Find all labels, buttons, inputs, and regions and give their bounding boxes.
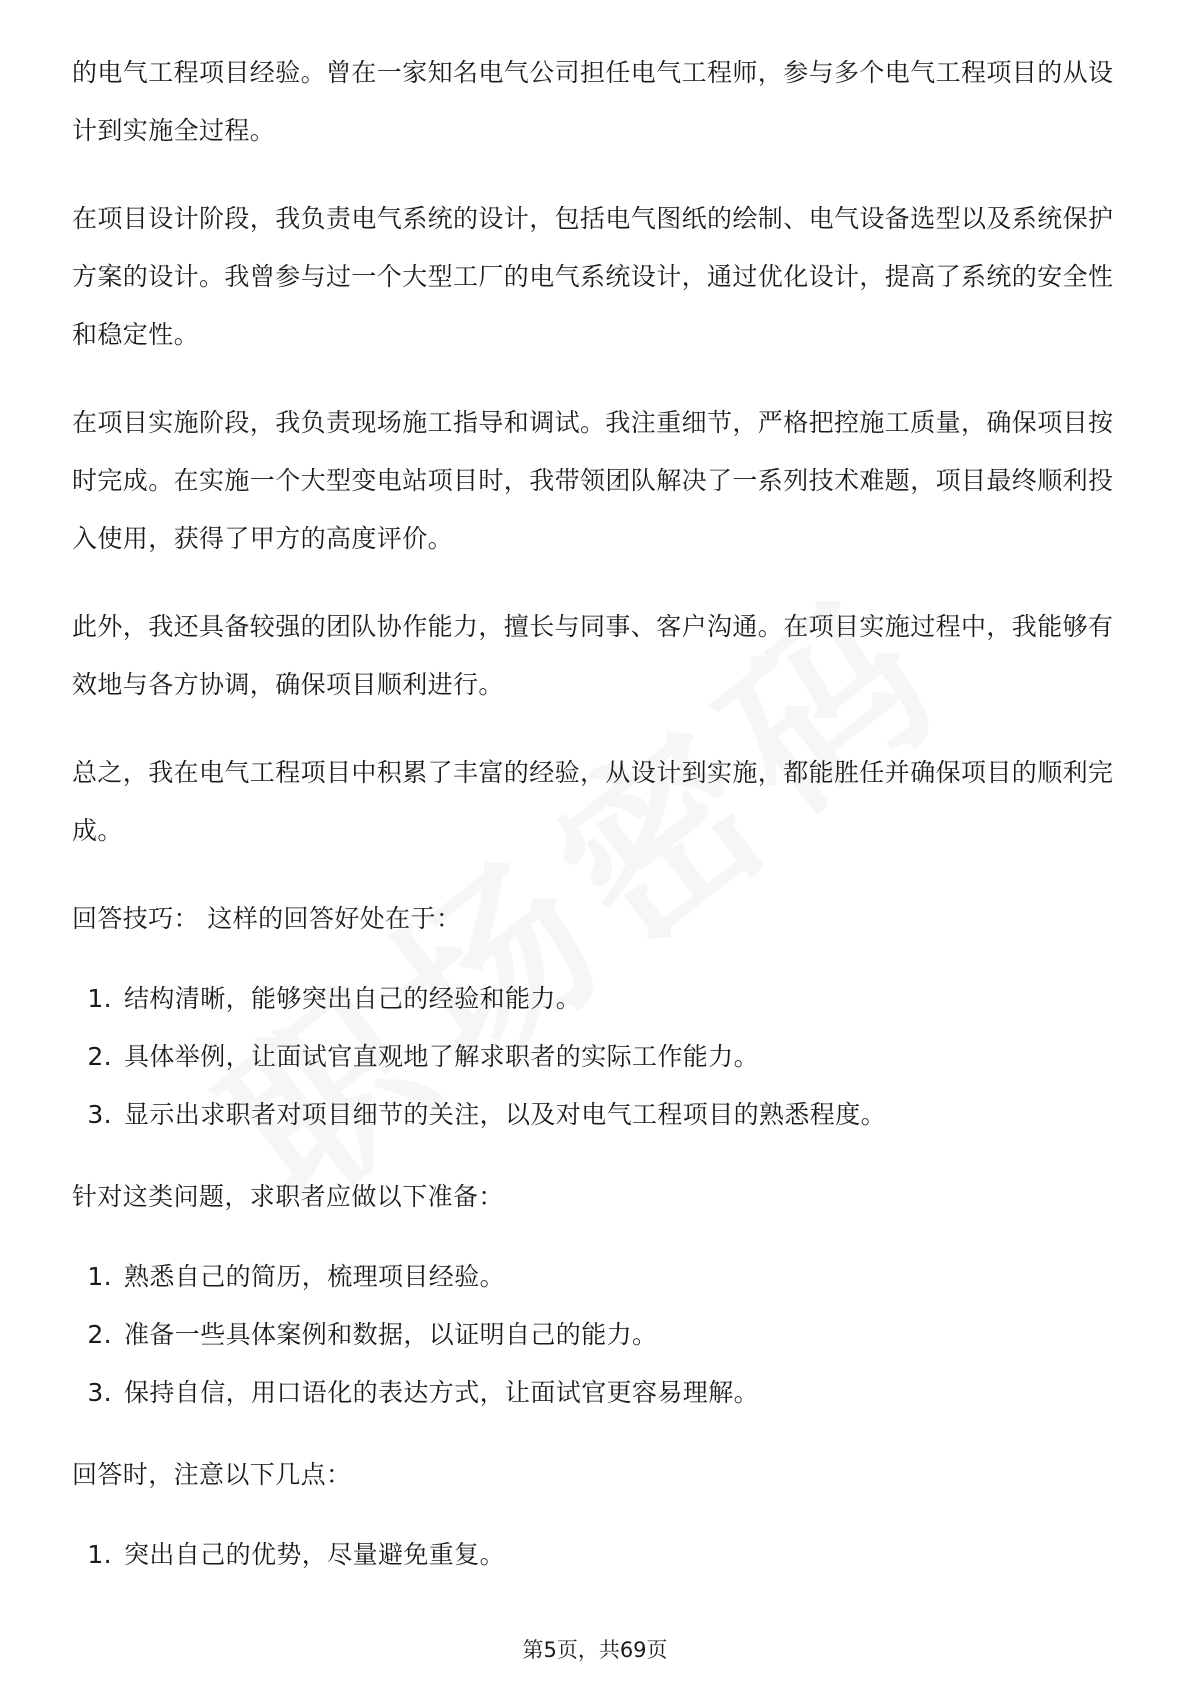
page-number-footer: 第5页，共69页 xyxy=(522,1638,668,1662)
prep-list xyxy=(72,1248,1122,1422)
list-item-number: 3. xyxy=(87,1378,112,1407)
list-item xyxy=(72,1248,1122,1306)
list-item-number: 2. xyxy=(87,1042,112,1071)
list-item xyxy=(72,1086,1122,1144)
paragraph-teamwork: 此外，我还具备较强的团队协作能力，擅长与同事、客户沟通。在项目实施过程中，我能够有效地与各方协调，确保项目顺利进行。 xyxy=(72,612,1114,699)
list-item-text: 保持自信，用口语化的表达方式，让面试官更容易理解。 xyxy=(124,1378,760,1407)
page-content xyxy=(72,44,1122,1608)
list-item xyxy=(72,1028,1122,1086)
paragraph-experience-summary: 的电气工程项目经验。曾在一家知名电气公司担任电气工程师，参与多个电气工程项目的从设计到实施全过程。 xyxy=(72,58,1114,145)
list-item xyxy=(72,1306,1122,1364)
paragraph-implementation-phase: 在项目实施阶段，我负责现场施工指导和调试。我注重细节，严格把控施工质量，确保项目按时完成。在实施一个大型变电站项目时，我带领团队解决了一系列技术难题，项目最终顺利投入使用，获得了甲方的高度评价。 xyxy=(72,408,1114,553)
list-item-text: 具体举例，让面试官直观地了解求职者的实际工作能力。 xyxy=(124,1042,760,1071)
list-item-number: 1. xyxy=(87,1540,112,1569)
notes-list xyxy=(72,1526,1122,1584)
paragraph-design-phase: 在项目设计阶段，我负责电气系统的设计，包括电气图纸的绘制、电气设备选型以及系统保护方案的设计。我曾参与过一个大型工厂的电气系统设计，通过优化设计，提高了系统的安全性和稳定性。 xyxy=(72,204,1114,349)
list-item xyxy=(72,1364,1122,1422)
notes-heading: 回答时，注意以下几点： xyxy=(72,1460,352,1489)
list-item-number: 3. xyxy=(87,1100,112,1129)
list-item-text: 准备一些具体案例和数据，以证明自己的能力。 xyxy=(124,1320,658,1349)
list-item-text: 熟悉自己的简历，梳理项目经验。 xyxy=(124,1262,506,1291)
list-item xyxy=(72,970,1122,1028)
list-item-number: 1. xyxy=(87,984,112,1013)
tips-heading: 回答技巧： 这样的回答好处在于： xyxy=(72,904,462,933)
list-item xyxy=(72,1526,1122,1584)
list-item-text: 结构清晰，能够突出自己的经验和能力。 xyxy=(124,984,582,1013)
tips-list xyxy=(72,970,1122,1144)
list-item-text: 突出自己的优势，尽量避免重复。 xyxy=(124,1540,506,1569)
list-item-text: 显示出求职者对项目细节的关注，以及对电气工程项目的熟悉程度。 xyxy=(124,1100,887,1129)
prep-heading: 针对这类问题，求职者应做以下准备： xyxy=(72,1182,504,1211)
paragraph-conclusion: 总之，我在电气工程项目中积累了丰富的经验，从设计到实施，都能胜任并确保项目的顺利完成。 xyxy=(72,758,1114,845)
list-item-number: 2. xyxy=(87,1320,112,1349)
list-item-number: 1. xyxy=(87,1262,112,1291)
